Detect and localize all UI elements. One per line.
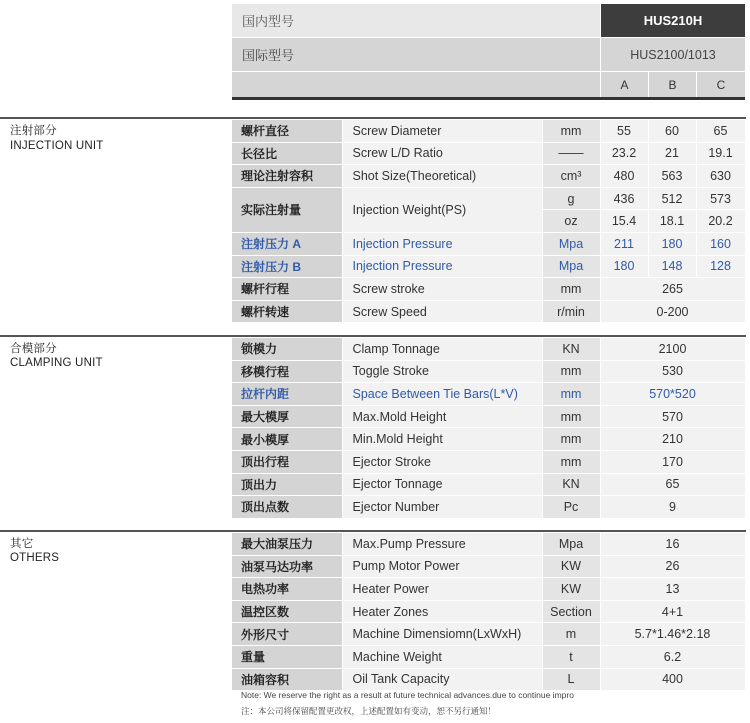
param-en: Injection Pressure [342, 255, 542, 278]
value-a: 23.2 [600, 142, 648, 165]
param-unit: L [542, 668, 600, 691]
value-all: 265 [600, 278, 745, 301]
param-en: Max.Pump Pressure [342, 533, 542, 555]
param-unit: Mpa [542, 255, 600, 278]
param-unit: KW [542, 555, 600, 578]
value-a: 15.4 [600, 210, 648, 233]
table-row [232, 255, 745, 278]
param-en: Ejector Stroke [342, 450, 542, 473]
param-en: Ejector Number [342, 496, 542, 519]
param-en: Screw L/D Ratio [342, 142, 542, 165]
clamping-table [232, 338, 746, 519]
table-row [232, 555, 745, 578]
param-unit: KW [542, 578, 600, 601]
value-b: 180 [648, 232, 696, 255]
param-unit: mm [542, 360, 600, 383]
others-title-cn: 其它 [10, 538, 34, 550]
value-all: 530 [600, 360, 745, 383]
value-all: 210 [600, 428, 745, 451]
param-unit: Mpa [542, 232, 600, 255]
param-unit: mm [542, 405, 600, 428]
param-cn: 锁模力 [232, 338, 342, 360]
param-unit: g [542, 187, 600, 210]
param-en: Pump Motor Power [342, 555, 542, 578]
param-cn: 螺杆行程 [232, 278, 342, 301]
param-en: Toggle Stroke [342, 360, 542, 383]
value-c: 630 [696, 165, 745, 188]
param-cn: 拉杆内距 [232, 383, 342, 406]
param-en: Min.Mold Height [342, 428, 542, 451]
param-cn: 长径比 [232, 142, 342, 165]
col-a-header: A [601, 72, 649, 97]
value-all: 4+1 [600, 600, 745, 623]
clamping-title-en: CLAMPING UNIT [10, 357, 103, 369]
param-en: Heater Zones [342, 600, 542, 623]
param-unit: cm³ [542, 165, 600, 188]
clamping-section-line [0, 335, 746, 337]
injection-section-line [0, 117, 746, 119]
param-en: Space Between Tie Bars(L*V) [342, 383, 542, 406]
table-row [232, 187, 745, 210]
value-b: 18.1 [648, 210, 696, 233]
col-b-header: B [649, 72, 697, 97]
note-cn: 注：本公司将保留配置更改权，上述配置如有变动，恕不另行通知！ [241, 706, 497, 716]
value-c: 20.2 [696, 210, 745, 233]
value-c: 19.1 [696, 142, 745, 165]
value-a: 480 [600, 165, 648, 188]
param-en: Injection Pressure [342, 232, 542, 255]
table-row [232, 578, 745, 601]
param-cn: 温控区数 [232, 600, 342, 623]
param-en: Injection Weight(PS) [342, 187, 542, 232]
param-cn: 顶出力 [232, 473, 342, 496]
param-en: Ejector Tonnage [342, 473, 542, 496]
value-all: 5.7*1.46*2.18 [600, 623, 745, 646]
value-all: 170 [600, 450, 745, 473]
table-row [232, 405, 745, 428]
injection-title-en: INJECTION UNIT [10, 140, 104, 152]
param-cn: 外形尺寸 [232, 623, 342, 646]
param-en: Clamp Tonnage [342, 338, 542, 360]
param-unit: mm [542, 383, 600, 406]
param-en: Screw Diameter [342, 120, 542, 142]
param-cn: 最大油泵压力 [232, 533, 342, 555]
table-row [232, 496, 745, 519]
value-all: 570*520 [600, 383, 745, 406]
param-unit: Pc [542, 496, 600, 519]
intl-model-label: 国际型号 [232, 38, 600, 71]
value-b: 60 [648, 120, 696, 142]
clamping-title-cn: 合模部分 [10, 343, 57, 355]
col-c-header: C [697, 72, 745, 97]
param-unit: t [542, 645, 600, 668]
value-all: 65 [600, 473, 745, 496]
param-unit: Section [542, 600, 600, 623]
value-c: 160 [696, 232, 745, 255]
table-row [232, 383, 745, 406]
table-row [232, 623, 745, 646]
value-b: 512 [648, 187, 696, 210]
param-unit: m [542, 623, 600, 646]
param-unit: Mpa [542, 533, 600, 555]
param-cn: 注射压力 A [232, 232, 342, 255]
value-a: 180 [600, 255, 648, 278]
table-row [232, 165, 745, 188]
table-row [232, 142, 745, 165]
value-b: 563 [648, 165, 696, 188]
value-c: 65 [696, 120, 745, 142]
injection-table [232, 120, 746, 323]
value-all: 570 [600, 405, 745, 428]
table-row [232, 360, 745, 383]
param-en: Oil Tank Capacity [342, 668, 542, 691]
value-all: 0-200 [600, 300, 745, 323]
value-a: 55 [600, 120, 648, 142]
value-all: 2100 [600, 338, 745, 360]
param-en: Max.Mold Height [342, 405, 542, 428]
value-all: 26 [600, 555, 745, 578]
param-unit: mm [542, 278, 600, 301]
value-all: 16 [600, 533, 745, 555]
param-unit: —— [542, 142, 600, 165]
others-table [232, 533, 746, 691]
param-cn: 顶出行程 [232, 450, 342, 473]
param-en: Heater Power [342, 578, 542, 601]
value-b: 21 [648, 142, 696, 165]
param-cn: 重量 [232, 645, 342, 668]
table-row [232, 120, 745, 142]
table-row [232, 668, 745, 691]
param-cn: 理论注射容积 [232, 165, 342, 188]
param-cn: 顶出点数 [232, 496, 342, 519]
param-unit: r/min [542, 300, 600, 323]
value-all: 400 [600, 668, 745, 691]
param-unit: KN [542, 473, 600, 496]
param-unit: mm [542, 428, 600, 451]
param-cn: 油箱容积 [232, 668, 342, 691]
param-en: Machine Weight [342, 645, 542, 668]
table-row [232, 533, 745, 555]
table-row [232, 600, 745, 623]
table-row [232, 645, 745, 668]
value-a: 436 [600, 187, 648, 210]
header-spacer [232, 72, 600, 97]
injection-title-cn: 注射部分 [10, 125, 57, 137]
note-en: Note: We reserve the right as a result at future technical advances.due to continue impro [241, 690, 574, 700]
value-c: 128 [696, 255, 745, 278]
param-cn: 最大模厚 [232, 405, 342, 428]
param-cn: 注射压力 B [232, 255, 342, 278]
value-all: 6.2 [600, 645, 745, 668]
param-cn: 最小模厚 [232, 428, 342, 451]
intl-model-value: HUS2100/1013 [601, 38, 745, 71]
others-title-en: OTHERS [10, 552, 60, 564]
table-row [232, 473, 745, 496]
value-all: 13 [600, 578, 745, 601]
table-row [232, 300, 745, 323]
domestic-model-label: 国内型号 [232, 4, 600, 37]
table-row [232, 428, 745, 451]
value-all: 9 [600, 496, 745, 519]
param-cn: 油泵马达功率 [232, 555, 342, 578]
domestic-model-value: HUS210H [601, 4, 745, 37]
value-a: 211 [600, 232, 648, 255]
header-underline [232, 97, 745, 100]
param-en: Machine Dimensiomn(LxWxH) [342, 623, 542, 646]
table-row [232, 338, 745, 360]
param-en: Screw Speed [342, 300, 542, 323]
param-cn: 实际注射量 [232, 187, 342, 232]
param-cn: 螺杆转速 [232, 300, 342, 323]
table-row [232, 232, 745, 255]
param-cn: 螺杆直径 [232, 120, 342, 142]
param-en: Shot Size(Theoretical) [342, 165, 542, 188]
table-row [232, 278, 745, 301]
others-section-line [0, 530, 746, 532]
param-en: Screw stroke [342, 278, 542, 301]
value-c: 573 [696, 187, 745, 210]
table-row [232, 450, 745, 473]
param-cn: 电热功率 [232, 578, 342, 601]
param-unit: mm [542, 120, 600, 142]
param-cn: 移模行程 [232, 360, 342, 383]
param-unit: mm [542, 450, 600, 473]
param-unit: KN [542, 338, 600, 360]
param-unit: oz [542, 210, 600, 233]
value-b: 148 [648, 255, 696, 278]
